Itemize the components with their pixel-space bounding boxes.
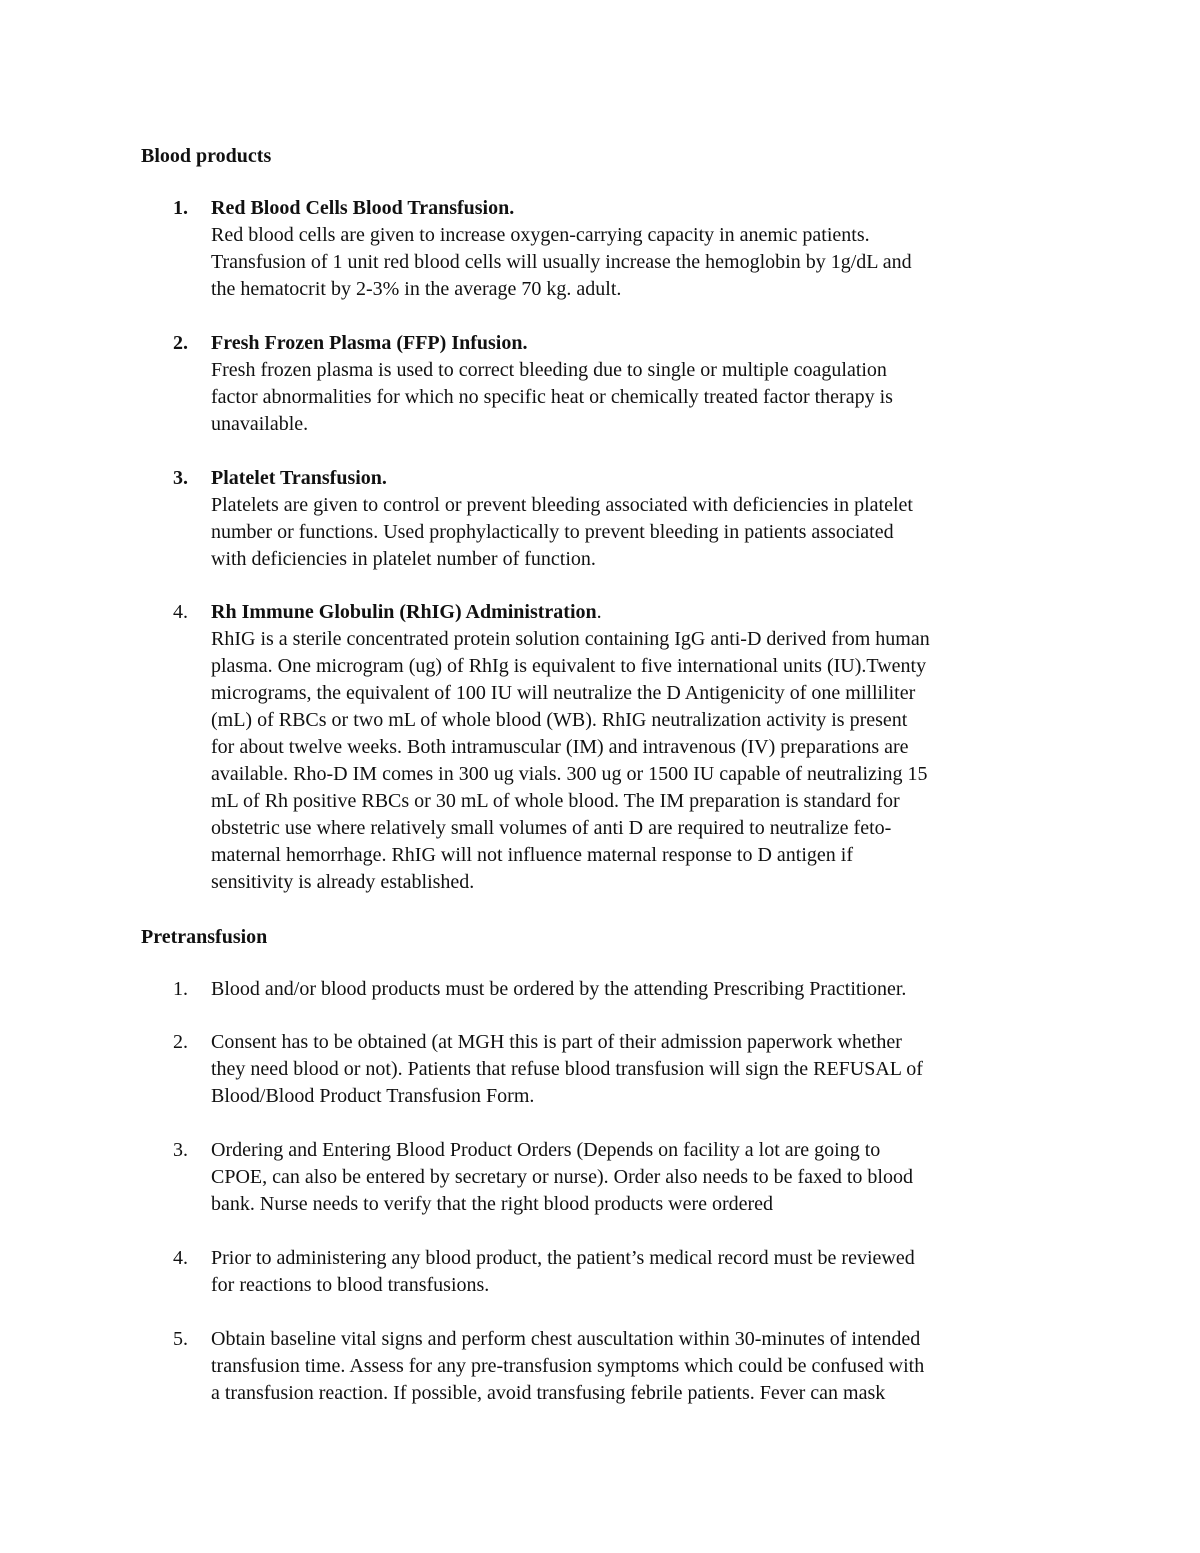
item-line: Blood and/or blood products must be ordered by the attending Prescribing Practitioner. xyxy=(211,978,907,1000)
item-number: 2. xyxy=(173,1031,188,1053)
item-line: mL of Rh positive RBCs or 30 mL of whole blood. The IM preparation is standard for xyxy=(211,790,900,812)
item-number: 4. xyxy=(173,601,188,623)
item-body xyxy=(211,330,1071,438)
item-body xyxy=(211,195,1071,303)
item-heading: Red Blood Cells Blood Transfusion. xyxy=(211,197,515,219)
item-line: Ordering and Entering Blood Product Orders (Depends on facility a lot are going to xyxy=(211,1139,881,1161)
item-line: Transfusion of 1 unit red blood cells will usually increase the hemoglobin by 1g/dL and xyxy=(211,251,912,273)
item-line: available. Rho-D IM comes in 300 ug vials. 300 ug or 1500 IU capable of neutralizing 15 xyxy=(211,763,928,785)
item-line: RhIG is a sterile concentrated protein solution containing IgG anti-D derived from human xyxy=(211,628,930,650)
item-heading: Fresh Frozen Plasma (FFP) Infusion. xyxy=(211,332,528,354)
item-heading: Platelet Transfusion. xyxy=(211,467,387,489)
item-body xyxy=(211,1029,1071,1110)
item-number: 1. xyxy=(173,978,188,1000)
item-line: the hematocrit by 2-3% in the average 70 kg. adult. xyxy=(211,278,622,300)
section-title-pretransfusion: Pretransfusion xyxy=(141,926,268,948)
item-line: transfusion time. Assess for any pre-transfusion symptoms which could be confused with xyxy=(211,1355,925,1377)
item-body xyxy=(211,599,1071,896)
item-line: Blood/Blood Product Transfusion Form. xyxy=(211,1085,535,1107)
item-body xyxy=(211,1245,1071,1299)
item-line: unavailable. xyxy=(211,413,309,435)
item-line: with deficiencies in platelet number of function. xyxy=(211,548,596,570)
item-line: obstetric use where relatively small volumes of anti D are required to neutralize feto- xyxy=(211,817,892,839)
item-line: CPOE, can also be entered by secretary or nurse). Order also needs to be faxed to blood xyxy=(211,1166,913,1188)
item-line: Prior to administering any blood product, the patient’s medical record must be reviewed xyxy=(211,1247,915,1269)
item-line: plasma. One microgram (ug) of RhIg is equivalent to five international units (IU).Twenty xyxy=(211,655,927,677)
item-line: Red blood cells are given to increase oxygen-carrying capacity in anemic patients. xyxy=(211,224,870,246)
item-line: for reactions to blood transfusions. xyxy=(211,1274,490,1296)
item-line: Consent has to be obtained (at MGH this is part of their admission paperwork whether xyxy=(211,1031,902,1053)
item-line: number or functions. Used prophylactically to prevent bleeding in patients associated xyxy=(211,521,894,543)
item-line: factor abnormalities for which no specific heat or chemically treated factor therapy is xyxy=(211,386,893,408)
item-number: 5. xyxy=(173,1328,188,1350)
item-body xyxy=(211,976,1071,1003)
item-line: Fresh frozen plasma is used to correct bleeding due to single or multiple coagulation xyxy=(211,359,887,381)
item-heading: Rh Immune Globulin (RhIG) Administration xyxy=(211,601,597,623)
item-heading-line xyxy=(211,599,1071,626)
item-line: Platelets are given to control or prevent bleeding associated with deficiencies in platelet xyxy=(211,494,913,516)
item-line: they need blood or not). Patients that refuse blood transfusion will sign the REFUSAL of xyxy=(211,1058,923,1080)
item-line: bank. Nurse needs to verify that the right blood products were ordered xyxy=(211,1193,774,1215)
item-line: (mL) of RBCs or two mL of whole blood (WB). RhIG neutralization activity is present xyxy=(211,709,908,731)
item-number: 2. xyxy=(173,332,188,354)
item-heading-suffix: . xyxy=(596,601,602,623)
item-number: 1. xyxy=(173,197,188,219)
item-line: a transfusion reaction. If possible, avoid transfusing febrile patients. Fever can mask xyxy=(211,1382,886,1404)
item-body xyxy=(211,1326,1071,1407)
section-title-blood-products: Blood products xyxy=(141,145,272,167)
item-line: for about twelve weeks. Both intramuscular (IM) and intravenous (IV) preparations are xyxy=(211,736,909,758)
item-line: Obtain baseline vital signs and perform chest auscultation within 30-minutes of intended xyxy=(211,1328,921,1350)
item-number: 3. xyxy=(173,467,188,489)
item-number: 4. xyxy=(173,1247,188,1269)
item-body xyxy=(211,465,1071,573)
item-line: micrograms, the equivalent of 100 IU will neutralize the D Antigenicity of one milliliter xyxy=(211,682,916,704)
item-body xyxy=(211,1137,1071,1218)
item-line: sensitivity is already established. xyxy=(211,871,475,893)
item-line: maternal hemorrhage. RhIG will not influence maternal response to D antigen if xyxy=(211,844,854,866)
item-number: 3. xyxy=(173,1139,188,1161)
